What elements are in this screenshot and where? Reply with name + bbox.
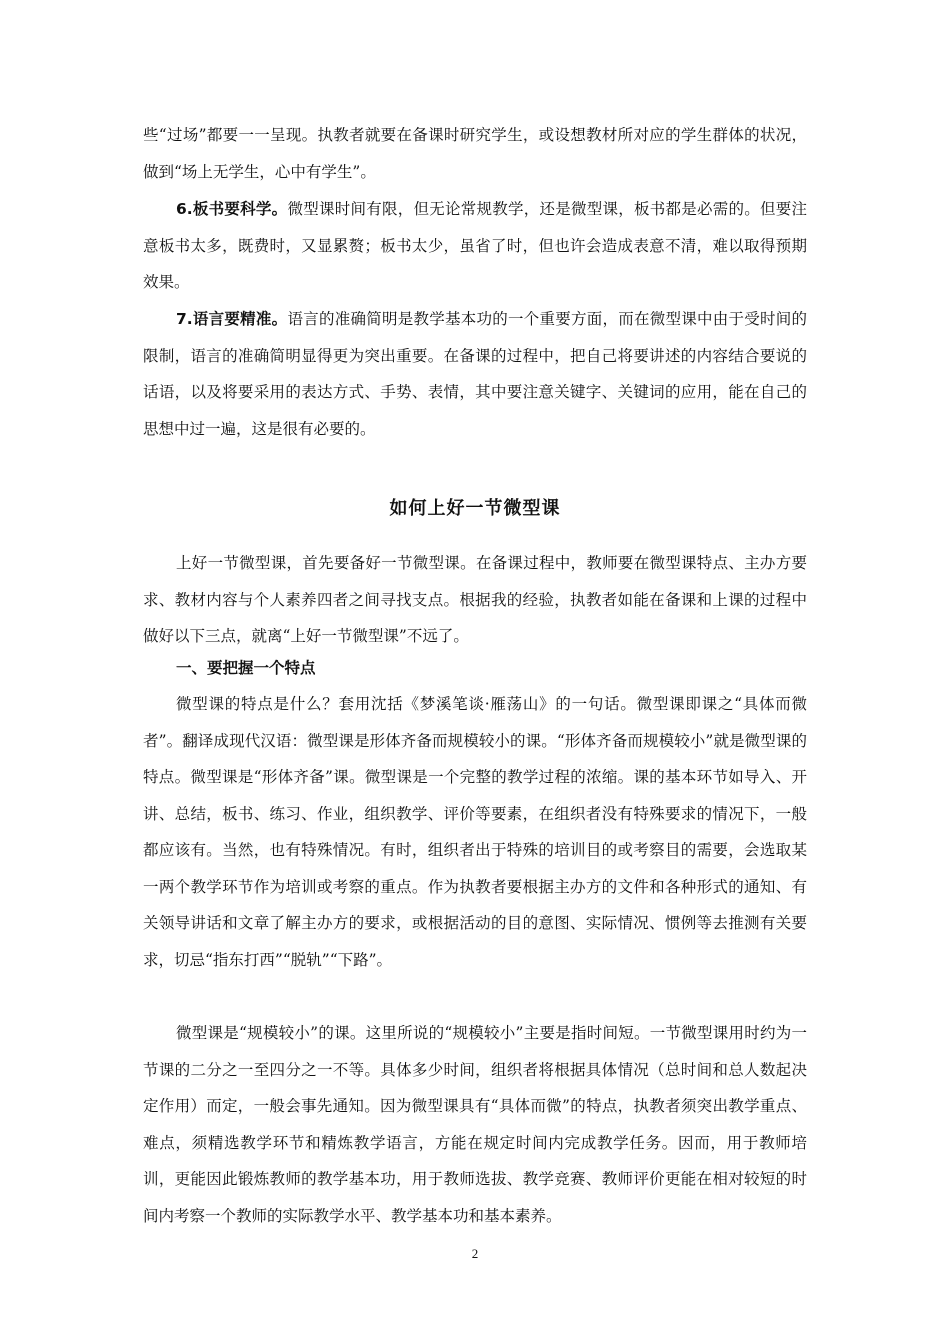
- paragraph-blackboard: [143, 191, 807, 301]
- section-title: 如何上好一节微型课: [389, 498, 561, 519]
- paragraph-lead: 7.语言要精准。: [176, 310, 288, 328]
- paragraph-text: 微型课是“规模较小”的课。这里所说的“规模较小”主要是指时间短。一节微型课用时约为一节课的二分之一至四分之一不等。具体多少时间，组织者将根据具体情况（总时间和总人数起决定作用）而定，一般会事先通知。因为微型课具有“具体而微”的特点，执教者须突出教学重点、难点，须精选教学环节和精炼教学语言，方能在规定时间内完成教学任务。因而，用于教师培训，更能因此锻炼教师的教学基本功，用于教师选拔、教学竞赛、教师评价更能在相对较短的时间内考察一个教师的实际教学水平、教学基本功和基本素养。: [143, 1024, 807, 1225]
- paragraph-text: 些“过场”都要一一呈现。执教者就要在备课时研究学生，或设想教材所对应的学生群体的状况，做到“场上无学生，心中有学生”。: [143, 126, 807, 181]
- paragraph-continuation: [143, 117, 807, 190]
- paragraph-text: 微型课的特点是什么？套用沈括《梦溪笔谈·雁荡山》的一句话。微型课即课之“具体而微者”。翻译成现代汉语：微型课是形体齐备而规模较小的课。“形体齐备而规模较小”就是微型课的特点。微型课是“形体齐备”课。微型课是一个完整的教学过程的浓缩。课的基本环节如导入、开讲、总结，板书、练习、作业，组织教学、评价等要素，在组织者没有特殊要求的情况下，一般都应该有。当然，也有特殊情况。有时，组织者出于特殊的培训目的或考察目的需要，会选取某一两个教学环节作为培训或考察的重点。作为执教者要根据主办方的文件和各种形式的通知、有关领导讲话和文章了解主办方的要求，或根据活动的目的意图、实际情况、惯例等去推测有关要求，切忌“指东打西”“脱轨”“下路”。: [143, 695, 807, 969]
- paragraph-feature-1: [143, 686, 807, 978]
- section-heading: 一、要把握一个特点: [176, 659, 316, 677]
- paragraph-lead: 6.板书要科学。: [176, 200, 288, 218]
- paragraph-text: 语言的准确简明是教学基本功的一个重要方面，而在微型课中由于受时间的限制，语言的准确简明显得更为突出重要。在备课的过程中，把自己将要讲述的内容结合要说的话语，以及将要采用的表达方式、手势、表情，其中要注意关键字、关键词的应用，能在自己的思想中过一遍，这是很有必要的。: [143, 310, 807, 438]
- page-number: 2: [471, 1246, 479, 1261]
- paragraph-language: [143, 301, 807, 447]
- paragraph-text: 上好一节微型课，首先要备好一节微型课。在备课过程中，教师要在微型课特点、主办方要求、教材内容与个人素养四者之间寻找支点。根据我的经验，执教者如能在备课和上课的过程中做好以下三点，就离“上好一节微型课”不远了。: [143, 554, 807, 645]
- paragraph-intro: [143, 545, 807, 655]
- paragraph-text: 微型课时间有限，但无论常规教学，还是微型课，板书都是必需的。但要注意板书太多，既费时，又显累赘；板书太少，虽省了时，但也许会造成表意不清，难以取得预期效果。: [143, 200, 807, 291]
- paragraph-feature-2: [143, 1015, 807, 1234]
